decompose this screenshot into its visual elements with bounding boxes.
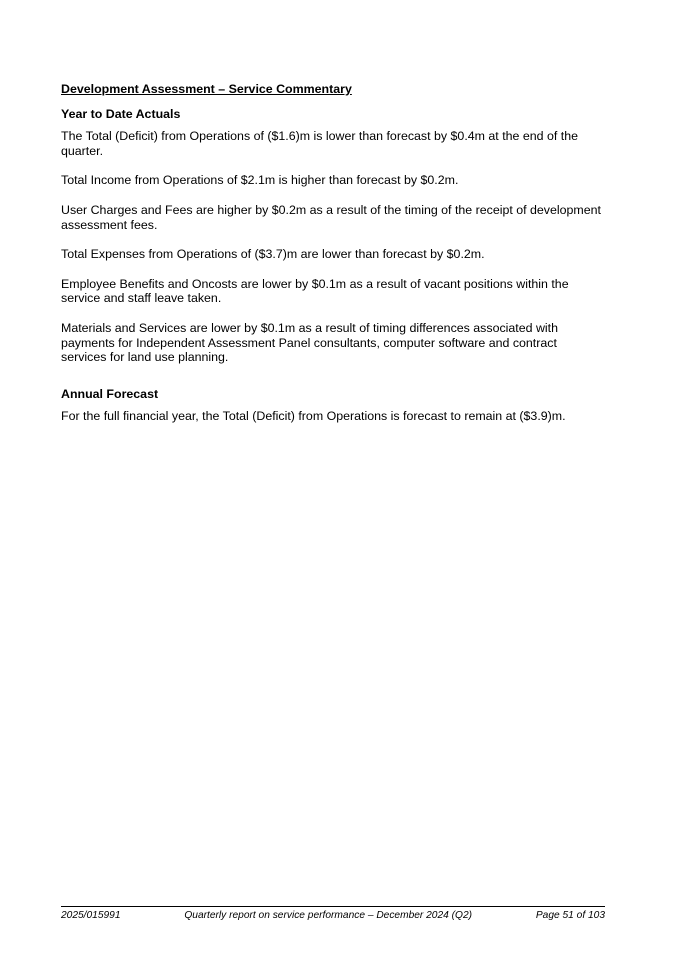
page-content — [61, 82, 601, 439]
paragraph-total-deficit: The Total (Deficit) from Operations of ($1.6)m is lower than forecast by $0.4m at the end of the quarter. — [61, 129, 578, 158]
footer-page-number: Page 51 of 103 — [535, 910, 605, 921]
paragraph-total-expenses: Total Expenses from Operations of ($3.7)m are lower than forecast by $0.2m. — [61, 247, 485, 262]
page-title: Development Assessment – Service Commentary — [61, 82, 352, 96]
paragraph-total-income: Total Income from Operations of $2.1m is higher than forecast by $0.2m. — [61, 173, 459, 188]
paragraph-materials-services: Materials and Services are lower by $0.1m as a result of timing differences associated with payments for Independent Assessment Panel consultants, computer software and contract services for land use planning. — [61, 320, 559, 365]
section-heading-ytd: Year to Date Actuals — [61, 106, 181, 121]
paragraph-user-charges: User Charges and Fees are higher by $0.2m as a result of the timing of the receipt of development assessment fees. — [61, 202, 601, 232]
paragraph-annual-forecast: For the full financial year, the Total (Deficit) from Operations is forecast to remain at ($3.9)m. — [61, 409, 566, 424]
paragraph-employee-benefits: Employee Benefits and Oncosts are lower by $0.1m as a result of vacant positions within the service and staff leave taken. — [61, 276, 569, 306]
footer-doc-number: 2025/015991 — [61, 910, 121, 921]
page-footer — [61, 906, 605, 921]
footer-report-title: Quarterly report on service performance – December 2024 (Q2) — [184, 910, 473, 921]
section-heading-annual-forecast: Annual Forecast — [61, 386, 159, 401]
